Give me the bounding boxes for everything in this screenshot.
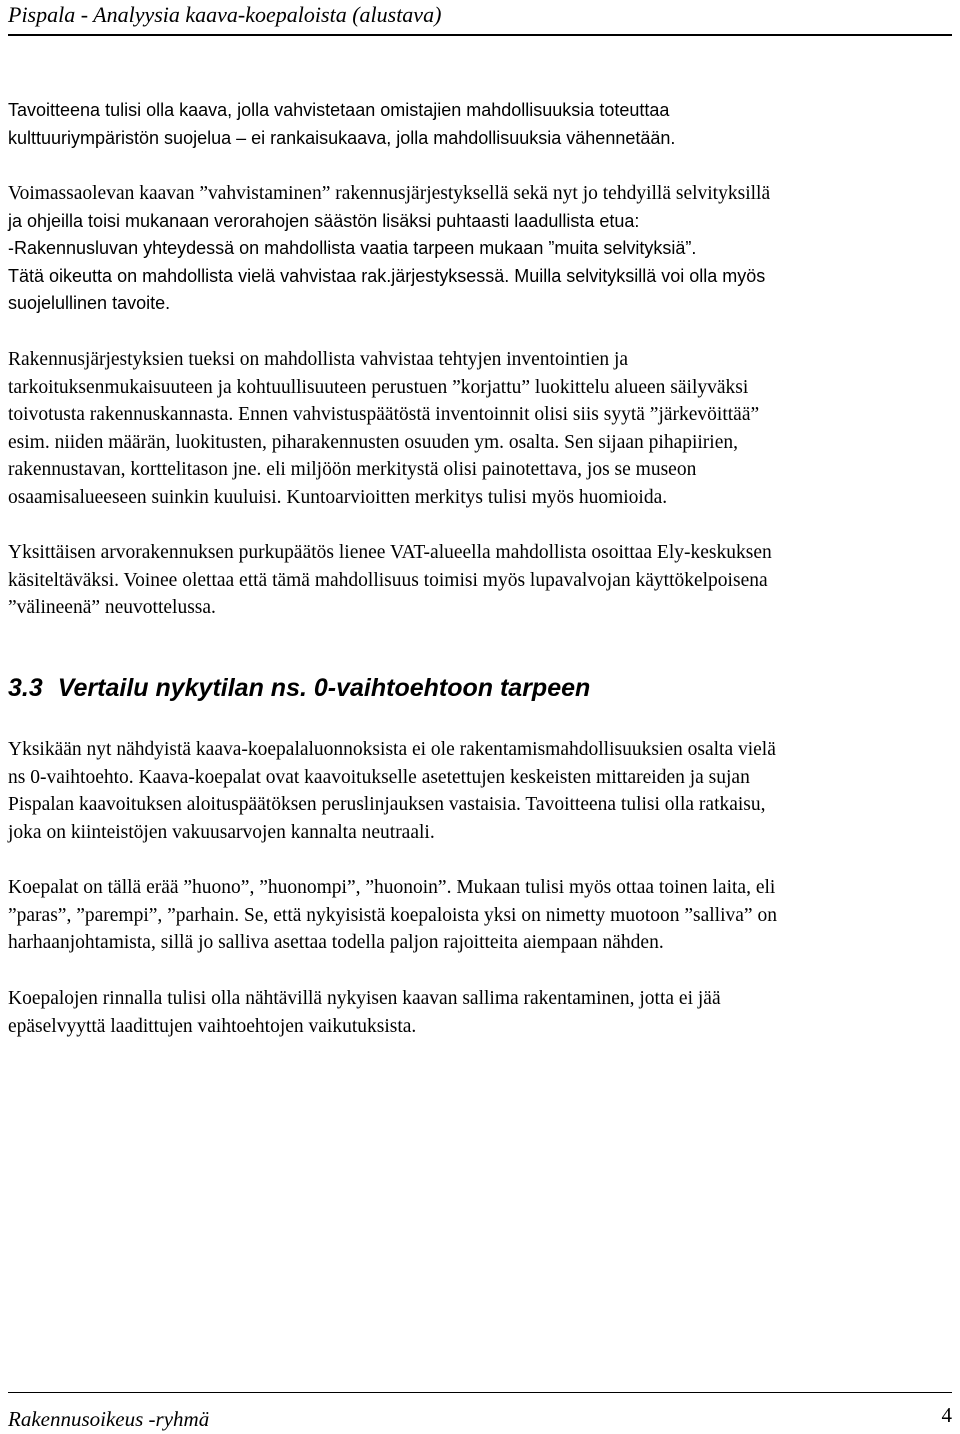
text-line: suojelullinen tavoite.: [8, 293, 171, 314]
paragraph-current-plan: [8, 180, 960, 318]
document-title: Pispala - Analyysia kaava-koepaloista (alustava): [8, 2, 442, 27]
text-line: Pispalan kaavoituksen aloituspäätöksen peruslinjauksen vastaisia. Tavoitteena tulisi olla ratkaisu,: [8, 794, 766, 816]
paragraph-zero-option: [8, 736, 960, 846]
page-footer: [8, 1392, 952, 1433]
text-line: käsiteltäväksi. Voinee olettaa että tämä mahdollisuus toimisi myös lupavalvojan käyttökelpoisena: [8, 569, 768, 591]
text-line: rakennustavan, korttelitason jne. eli miljöön merkitystä olisi painotettava, jos se museon: [8, 459, 697, 481]
text-line: ns 0-vaihtoehto. Kaava-koepalat ovat kaavoitukselle asetettujen keskeisten mittareiden ja sujan: [8, 766, 750, 788]
text-line: ja ohjeilla toisi mukanaan verorahojen säästön lisäksi puhtaasti laadullista etua:: [8, 210, 640, 231]
text-line: Tavoitteena tulisi olla kaava, jolla vahvistetaan omistajien mahdollisuuksia toteuttaa: [8, 100, 670, 120]
paragraph-demolition: [8, 539, 960, 622]
text-line: Rakennusjärjestyksien tueksi on mahdollista vahvistaa tehtyjen inventointien ja: [8, 349, 629, 370]
text-line: -Rakennusluvan yhteydessä on mahdollista vaatia tarpeen mukaan ”muita selvityksiä”.: [8, 238, 697, 259]
page-header: [8, 2, 952, 36]
section-heading: [8, 672, 590, 704]
text-line: Koepalojen rinnalla tulisi olla nähtävillä nykyisen kaavan sallima rakentaminen, jotta ei jää: [8, 988, 721, 1009]
text-line: Koepalat on tällä erää ”huono”, ”huonompi”, ”huonoin”. Mukaan tulisi myös ottaa toinen laita, eli: [8, 877, 776, 898]
paragraph-building-code: [8, 346, 960, 512]
text-line: tarkoituksenmukaisuuteen ja kohtuullisuuteen perustuen ”korjattu” luokittelu alueen säilyväksi: [8, 376, 749, 398]
text-line: osaamisalueeseen suinkin kuuluisi. Kuntoarvioitten merkitys tulisi myös huomioida.: [8, 486, 668, 508]
text-line: epäselvyyttä laadittujen vaihtoehtojen vaikutuksista.: [8, 1015, 417, 1037]
text-line: ”välineenä” neuvottelussa.: [8, 597, 216, 619]
text-line: Voimassaolevan kaavan ”vahvistaminen” rakennusjärjestyksellä sekä nyt jo tehdyillä selvityksillä: [8, 183, 771, 204]
text-line: Yksikään nyt nähdyistä kaava-koepalaluonnoksista ei ole rakentamismahdollisuuksien osalta vielä: [8, 739, 776, 760]
page-number: 4: [941, 1403, 952, 1427]
text-line: esim. niiden määrän, luokitusten, piharakennusten osuuden ym. osalta. Sen sijaan pihapiirien,: [8, 431, 739, 453]
text-line: Yksittäisen arvorakennuksen purkupäätös lienee VAT-alueella mahdollista osoittaa Ely-keskuksen: [8, 542, 772, 563]
paragraph-goal: [8, 97, 960, 152]
text-line: joka on kiinteistöjen vakuusarvojen kannalta neutraali.: [8, 821, 435, 843]
paragraph-samples: [8, 874, 960, 957]
section-title: Vertailu nykytilan ns. 0-vaihtoehtoon tarpeen: [57, 674, 591, 702]
text-line: ”paras”, ”parempi”, ”parhain. Se, että nykyisistä koepaloista yksi on nimetty muotoon ”salliva” on: [8, 904, 777, 926]
text-line: Tätä oikeutta on mahdollista vielä vahvistaa rak.järjestyksessä. Muilla selvityksillä voi olla myös: [8, 265, 766, 286]
paragraph-comparison: [8, 985, 960, 1040]
footer-group-name: Rakennusoikeus -ryhmä: [8, 1407, 210, 1431]
section-number: 3.3: [8, 674, 43, 702]
text-line: kulttuuriympäristön suojelua – ei rankaisukaava, jolla mahdollisuuksia vähennetään.: [8, 127, 676, 148]
text-line: harhaanjohtamista, sillä jo salliva asettaa todella paljon rajoitteita aiempaan nähden.: [8, 932, 664, 954]
text-line: toivotusta rakennuskannasta. Ennen vahvistuspäätöstä inventoinnit olisi siis syytä ”järkevöittää”: [8, 404, 760, 426]
